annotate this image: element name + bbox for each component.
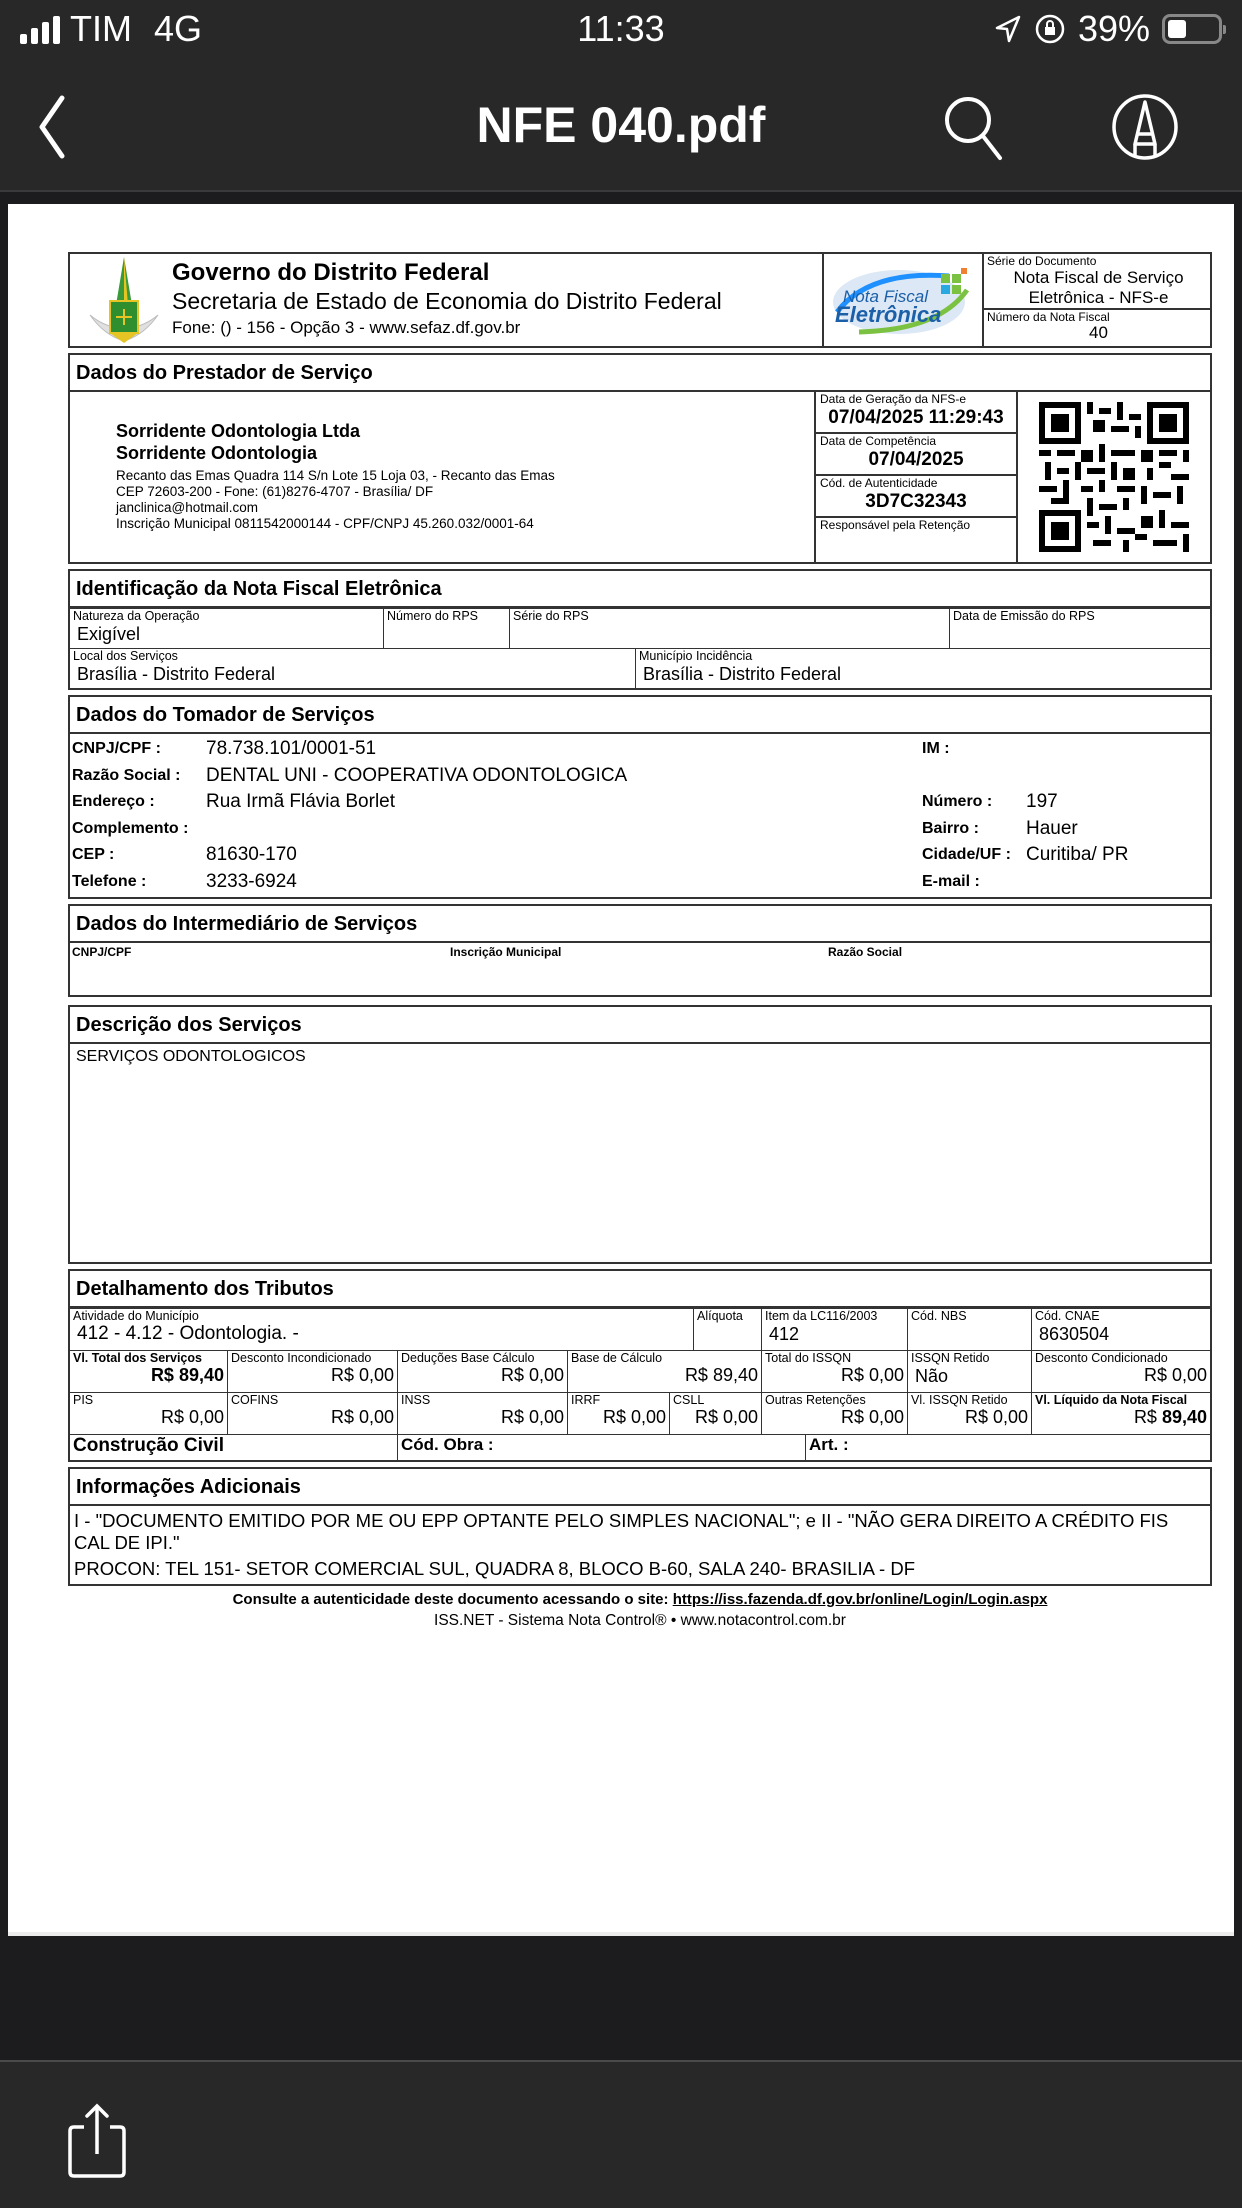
endereco-label: Endereço : bbox=[72, 793, 155, 811]
tributo-label: PIS bbox=[73, 1393, 94, 1407]
bairro-label: Bairro : bbox=[922, 819, 979, 837]
section-title: Dados do Prestador de Serviço bbox=[70, 355, 1210, 392]
tributo-label: INSS bbox=[401, 1393, 431, 1407]
status-bar bbox=[0, 0, 1242, 62]
tributo-label: Deduções Base Cálculo bbox=[401, 1351, 535, 1365]
numero-label: Número : bbox=[922, 793, 993, 811]
endereco-value: Rua Irmã Flávia Borlet bbox=[206, 791, 396, 813]
prestador-nome-fantasia: Sorridente Odontologia bbox=[116, 443, 317, 463]
tributo-value: R$ 0,00 bbox=[160, 1407, 224, 1427]
item-lc-value: 412 bbox=[769, 1324, 800, 1344]
cnae-value: 8630504 bbox=[1039, 1324, 1110, 1344]
valor-liquido-label: Vl. Líquido da Nota Fiscal bbox=[1035, 1393, 1188, 1407]
email-label: E-mail : bbox=[922, 872, 980, 890]
sistema-credit: ISS.NET - Sistema Nota Control® • www.notacontrol.com.br bbox=[434, 1612, 846, 1629]
share-icon[interactable] bbox=[62, 2102, 132, 2182]
nota-fiscal-eletronica-logo bbox=[824, 254, 984, 346]
im-label: IM : bbox=[922, 740, 950, 758]
pdf-viewer[interactable] bbox=[0, 192, 1242, 2060]
government-block bbox=[70, 254, 824, 346]
tributo-value: R$ 0,00 bbox=[1143, 1365, 1207, 1385]
bottom-toolbar bbox=[0, 2060, 1242, 2208]
battery-percent: 39% bbox=[1077, 8, 1150, 49]
razao-value: DENTAL UNI - COOPERATIVA ODONTOLOGICA bbox=[206, 764, 628, 786]
markup-pen-icon[interactable] bbox=[1110, 92, 1180, 162]
search-icon[interactable] bbox=[940, 92, 1010, 162]
cidade-label: Cidade/UF : bbox=[922, 846, 1011, 864]
consulta-link[interactable]: https://iss.fazenda.df.gov.br/online/Login/Login.aspx bbox=[672, 1591, 1048, 1608]
informacao-line: PROCON: TEL 151- SETOR COMERCIAL SUL, QUADRA 8, BLOCO B-60, SALA 240- BRASILIA - DF bbox=[74, 1558, 916, 1579]
valor-liquido-value: 89,40 bbox=[1161, 1407, 1207, 1427]
prestador-address-line: CEP 72603-200 - Fone: (61)8276-4707 - Brasília/ DF bbox=[116, 484, 434, 499]
tributo-value: Não bbox=[915, 1366, 949, 1386]
serie-value-2: Eletrônica - NFS-e bbox=[1028, 288, 1169, 307]
prestador-address-line: Recanto das Emas Quadra 114 S/n Lote 15 Loja 03, - Recanto das Emas bbox=[116, 468, 555, 483]
tributo-label: IRRF bbox=[571, 1393, 601, 1407]
prestador-email: janclinica@hotmail.com bbox=[116, 500, 259, 515]
telefone-value: 3233-6924 bbox=[206, 870, 297, 892]
municipio-value: Brasília - Distrito Federal bbox=[643, 664, 842, 684]
competencia-value: 07/04/2025 bbox=[868, 449, 964, 470]
cep-value: 81630-170 bbox=[206, 844, 297, 866]
consulta-text: Consulte a autenticidade deste documento acessando o site: bbox=[232, 1591, 673, 1608]
navigation-bar bbox=[0, 62, 1242, 192]
numero-value: 197 bbox=[1026, 791, 1058, 813]
serie-value-1: Nota Fiscal de Serviço bbox=[1013, 268, 1184, 287]
section-title: Detalhamento dos Tributos bbox=[70, 1271, 1210, 1308]
municipio-label: Município Incidência bbox=[639, 649, 753, 663]
svg-text:Eletrônica: Eletrônica bbox=[835, 302, 942, 327]
aliquota-label: Alíquota bbox=[697, 1309, 743, 1323]
qr-code bbox=[1018, 392, 1210, 562]
identificacao-section bbox=[68, 569, 1212, 690]
bairro-value: Hauer bbox=[1026, 817, 1078, 839]
gov-phone: Fone: () - 156 - Opção 3 - www.sefaz.df.gov.br bbox=[172, 318, 521, 337]
df-coat-of-arms-icon bbox=[84, 255, 164, 345]
autenticidade-label: Cód. de Autenticidade bbox=[820, 476, 938, 490]
tributo-label: Desconto Condicionado bbox=[1035, 1351, 1168, 1365]
item-lc-label: Item da LC116/2003 bbox=[765, 1309, 878, 1323]
cep-label: CEP : bbox=[72, 846, 115, 864]
tributo-label: Vl. ISSQN Retido bbox=[911, 1393, 1008, 1407]
cnae-label: Cód. CNAE bbox=[1035, 1309, 1100, 1323]
tributo-label: Desconto Incondicionado bbox=[231, 1351, 372, 1365]
battery-icon bbox=[1162, 14, 1222, 44]
section-title: Descrição dos Serviços bbox=[70, 1007, 1210, 1044]
autenticidade-value: 3D7C32343 bbox=[865, 491, 967, 512]
informacoes-adicionais-section bbox=[68, 1467, 1212, 1586]
prestador-razao-social: Sorridente Odontologia Ltda bbox=[116, 421, 360, 441]
tributo-label: COFINS bbox=[231, 1393, 279, 1407]
numero-nota-value: 40 bbox=[1089, 323, 1108, 342]
prestador-section bbox=[68, 353, 1212, 564]
pdf-page bbox=[8, 204, 1234, 1936]
numero-nota-label: Número da Nota Fiscal bbox=[987, 310, 1110, 324]
atividade-value: 412 - 4.12 - Odontologia. - bbox=[77, 1323, 299, 1344]
intermediario-im-label: Inscrição Municipal bbox=[450, 945, 562, 959]
tributo-value: R$ 0,00 bbox=[840, 1407, 904, 1427]
document-series bbox=[984, 254, 1210, 346]
tributo-value: R$ 0,00 bbox=[500, 1407, 564, 1427]
local-servicos-value: Brasília - Distrito Federal bbox=[77, 664, 276, 684]
gov-subtitle: Secretaria de Estado de Economia do Distrito Federal bbox=[172, 288, 722, 314]
retencao-label: Responsável pela Retenção bbox=[820, 518, 971, 532]
carrier-name: TIM bbox=[70, 8, 132, 49]
atividade-label: Atividade do Município bbox=[73, 1309, 199, 1323]
tributos-section bbox=[68, 1269, 1212, 1462]
competencia-label: Data de Competência bbox=[820, 434, 937, 448]
document-title: NFE 040.pdf bbox=[476, 97, 766, 153]
tributo-value: R$ 89,40 bbox=[150, 1365, 224, 1385]
cod-obra-label: Cód. Obra : bbox=[398, 1435, 806, 1460]
geracao-value: 07/04/2025 11:29:43 bbox=[828, 407, 1004, 428]
tributo-value: R$ 0,00 bbox=[694, 1407, 758, 1427]
tributo-label: Vl. Total dos Serviços bbox=[73, 1351, 202, 1365]
informacao-line: I - "DOCUMENTO EMITIDO POR ME OU EPP OPTANTE PELO SIMPLES NACIONAL"; e II - "NÃO GERA DIREITO A CRÉDITO FIS CAL DE IPI." bbox=[74, 1510, 1169, 1553]
complemento-label: Complemento : bbox=[72, 819, 189, 837]
tributo-value: R$ 89,40 bbox=[684, 1365, 758, 1385]
intermediario-cnpj-label: CNPJ/CPF bbox=[72, 945, 132, 959]
tributo-value: R$ 0,00 bbox=[602, 1407, 666, 1427]
tributo-label: CSLL bbox=[673, 1393, 705, 1407]
intermediario-razao-label: Razão Social bbox=[828, 945, 903, 959]
tributo-value: R$ 0,00 bbox=[840, 1365, 904, 1385]
nbs-label: Cód. NBS bbox=[911, 1309, 967, 1323]
document-header bbox=[68, 252, 1212, 348]
tributo-label: ISSQN Retido bbox=[911, 1351, 990, 1365]
tributo-label: Outras Retenções bbox=[765, 1393, 866, 1407]
data-rps-label: Data de Emissão do RPS bbox=[953, 609, 1095, 623]
gov-title: Governo do Distrito Federal bbox=[172, 259, 490, 286]
tomador-section bbox=[68, 695, 1212, 899]
cnpj-value: 78.738.101/0001-51 bbox=[206, 738, 377, 760]
natureza-value: Exigível bbox=[77, 624, 141, 644]
intermediario-section bbox=[68, 904, 1212, 997]
consulta-autenticidade bbox=[68, 1591, 1212, 1608]
network-type: 4G bbox=[153, 8, 203, 49]
section-title: Identificação da Nota Fiscal Eletrônica bbox=[70, 571, 1210, 608]
tributo-label: Total do ISSQN bbox=[765, 1351, 852, 1365]
clock: 11:33 bbox=[577, 8, 665, 49]
tributo-value: R$ 0,00 bbox=[500, 1365, 564, 1385]
natureza-label: Natureza da Operação bbox=[73, 609, 200, 623]
tributo-value: R$ 0,00 bbox=[330, 1407, 394, 1427]
section-title: Dados do Tomador de Serviços bbox=[70, 697, 1210, 734]
svg-text:Nota Fiscal: Nota Fiscal bbox=[843, 287, 929, 306]
art-label: Art. : bbox=[809, 1435, 849, 1454]
prestador-inscricao: Inscrição Municipal 0811542000144 - CPF/CNPJ 45.260.032/0001-64 bbox=[116, 516, 534, 531]
descricao-text: SERVIÇOS ODONTOLOGICOS bbox=[76, 1048, 306, 1065]
local-servicos-label: Local dos Serviços bbox=[73, 649, 178, 663]
serie-rps-label: Série do RPS bbox=[513, 609, 589, 623]
location-arrow-icon bbox=[994, 14, 1022, 44]
cidade-value: Curitiba/ PR bbox=[1026, 844, 1129, 866]
section-title: Dados do Intermediário de Serviços bbox=[70, 906, 1210, 943]
section-title: Informações Adicionais bbox=[70, 1469, 1210, 1506]
orientation-lock-icon bbox=[1034, 13, 1066, 45]
nfse-document bbox=[68, 252, 1212, 1630]
numero-rps-label: Número do RPS bbox=[387, 609, 479, 623]
geracao-label: Data de Geração da NFS-e bbox=[820, 392, 967, 406]
tributo-value: R$ 0,00 bbox=[330, 1365, 394, 1385]
tributo-label: Base de Cálculo bbox=[571, 1351, 663, 1365]
razao-label: Razão Social : bbox=[72, 766, 181, 784]
valor-liquido-prefix: R$ bbox=[1133, 1407, 1162, 1427]
telefone-label: Telefone : bbox=[72, 872, 147, 890]
tributo-value: R$ 0,00 bbox=[964, 1407, 1028, 1427]
cnpj-label: CNPJ/CPF : bbox=[72, 740, 161, 758]
construcao-civil-label: Construção Civil bbox=[70, 1435, 398, 1460]
serie-label: Série do Documento bbox=[987, 254, 1097, 268]
descricao-section bbox=[68, 1005, 1212, 1264]
